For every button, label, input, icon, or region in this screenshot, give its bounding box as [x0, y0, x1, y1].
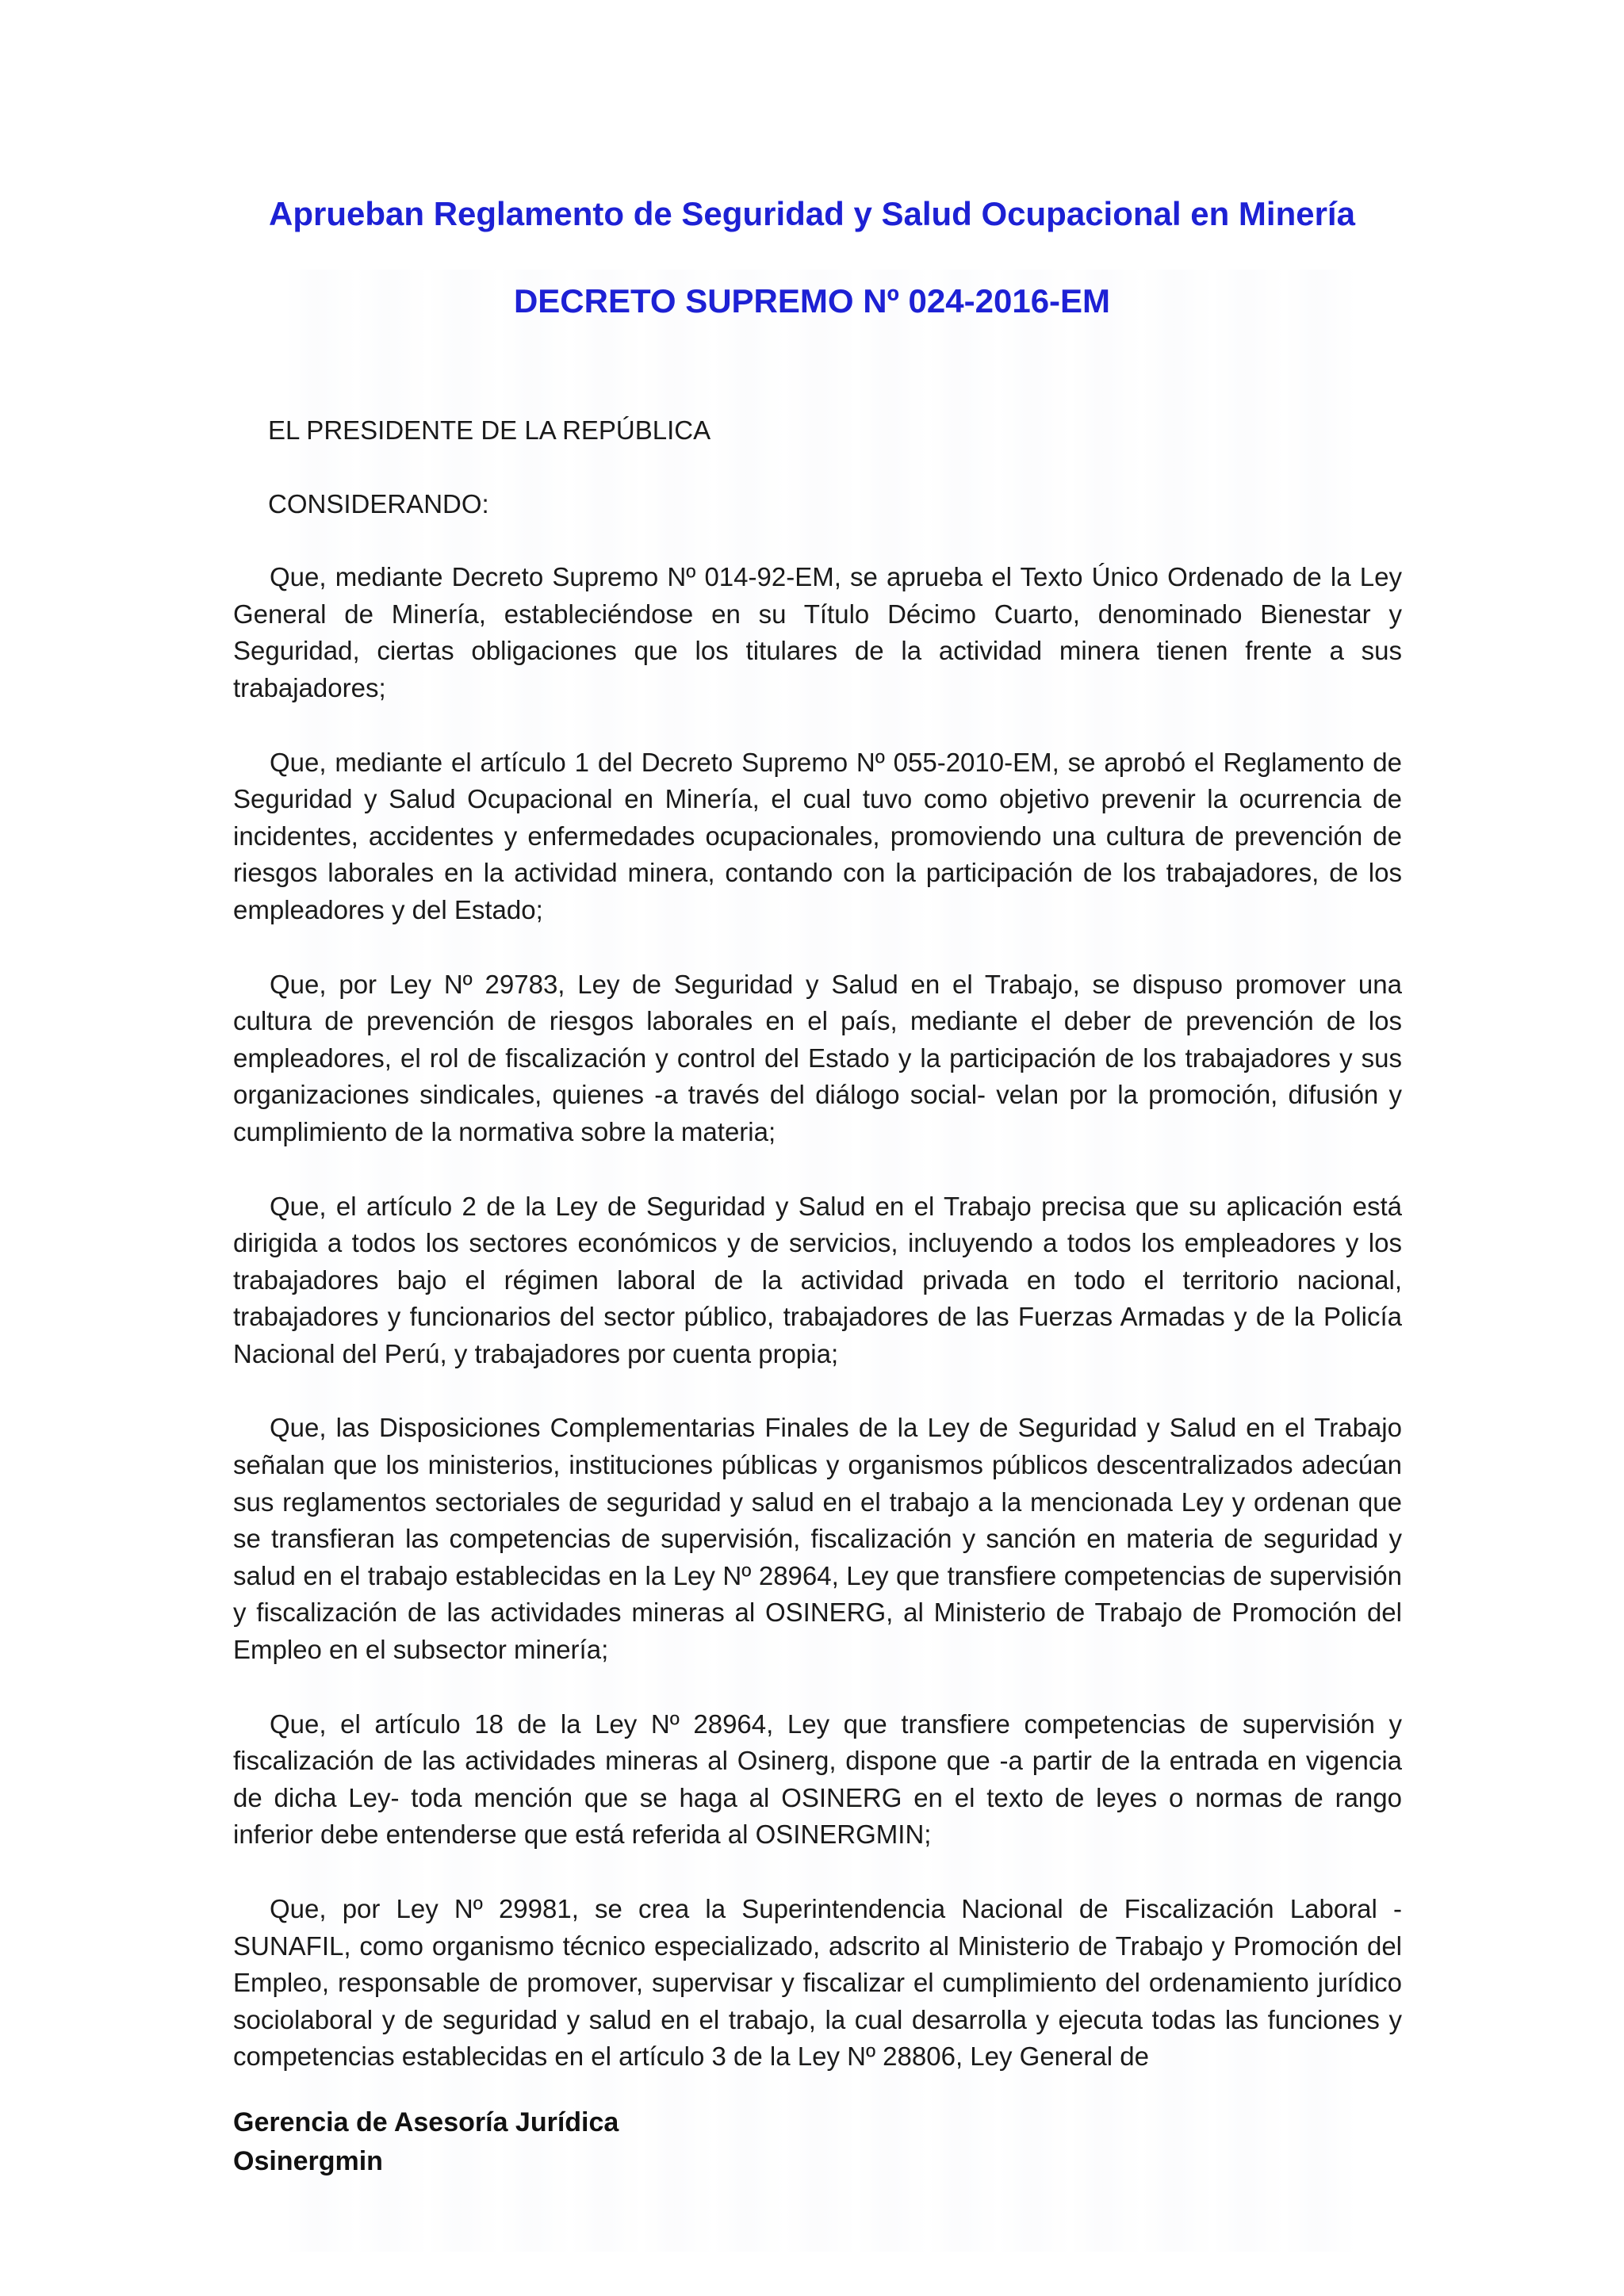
paragraph: Que, por Ley Nº 29981, se crea la Superintendencia Nacional de Fiscalización Laboral - SUNAFIL, como organismo técnico especializado, adscrito al Ministerio de Trabajo y Promoción del Empleo, responsable de promover, supervisar y fiscalizar el cumplimiento del ordenamiento jurídico sociolaboral y de seguridad y salud en el trabajo, la cual desarrolla y ejecuta todas las funciones y competencias establecidas en el artículo 3 de la Ley Nº 28806, Ley General de: [233, 1894, 1402, 2072]
page-footer: [233, 2103, 619, 2181]
paragraph: Que, el artículo 2 de la Ley de Seguridad y Salud en el Trabajo precisa que su aplicación está dirigida a todos los sectores económicos y de servicios, incluyendo a todos los empleadores y los trabajadores bajo el régimen laboral de la actividad privada en todo el territorio nacional, trabajadores y funcionarios del sector público, trabajadores de las Fuerzas Armadas y de la Policía Nacional del Perú, y trabajadores por cuenta propia;: [233, 1191, 1402, 1368]
footer-office: Gerencia de Asesoría Jurídica: [233, 2107, 619, 2137]
paragraph: Que, las Disposiciones Complementarias Finales de la Ley de Seguridad y Salud en el Trabajo señalan que los ministerios, instituciones públicas y organismos públicos descentralizados adecúan sus reglamentos sectoriales de seguridad y salud en el trabajo a la mencionada Ley y ordenan que se transfieran las competencias de supervisión, fiscalización y sanción en materia de seguridad y salud en el trabajo establecidas en la Ley Nº 28964, Ley que transfiere competencias de supervisión y fiscalización de las actividades mineras al OSINERG, al Ministerio de Trabajo de Promoción del Empleo en el subsector minería;: [233, 1413, 1402, 1665]
president-heading: EL PRESIDENTE DE LA REPÚBLICA: [268, 415, 711, 445]
decree-number: DECRETO SUPREMO Nº 024-2016-EM: [513, 282, 1111, 320]
paragraph: Que, por Ley Nº 29783, Ley de Seguridad y Salud en el Trabajo, se dispuso promover una cultura de prevención de riesgos laborales en el país, mediante el deber de prevención de los empleadores, el rol de fiscalización y control del Estado y la participación de los trabajadores y sus organizaciones sindicales, quienes -a través del diálogo social- velan por la promoción, difusión y cumplimiento de la normativa sobre la materia;: [233, 969, 1402, 1146]
footer-organization: Osinergmin: [233, 2146, 383, 2176]
paragraph: Que, el artículo 18 de la Ley Nº 28964, Ley que transfiere competencias de supervisión y fiscalización de las actividades mineras al Osinerg, dispone que -a partir de la entrada en vigencia de dicha Ley- toda mención que se haga al OSINERG en el texto de leyes o normas de rango inferior debe entenderse que está referida al OSINERGMIN;: [233, 1709, 1402, 1850]
document-title: Aprueban Reglamento de Seguridad y Salud Ocupacional en Minería: [269, 195, 1355, 232]
paragraph: Que, mediante el artículo 1 del Decreto Supremo Nº 055-2010-EM, se aprobó el Reglamento de Seguridad y Salud Ocupacional en Minería, el cual tuvo como objetivo prevenir la ocurrencia de incidentes, accidentes y enfermedades ocupacionales, promoviendo una cultura de prevención de riesgos laborales en la actividad minera, contando con la participación de los trabajadores, de los empleadores y del Estado;: [233, 747, 1402, 924]
considering-heading: CONSIDERANDO:: [268, 488, 489, 519]
document-body: [233, 412, 1402, 2076]
paragraph: Que, mediante Decreto Supremo Nº 014-92-EM, se aprueba el Texto Único Ordenado de la Ley General de Minería, estableciéndose en su Título Décimo Cuarto, denominado Bienestar y Seguridad, ciertas obligaciones que los titulares de la actividad minera tienen frente a sus trabajadores;: [233, 562, 1402, 702]
